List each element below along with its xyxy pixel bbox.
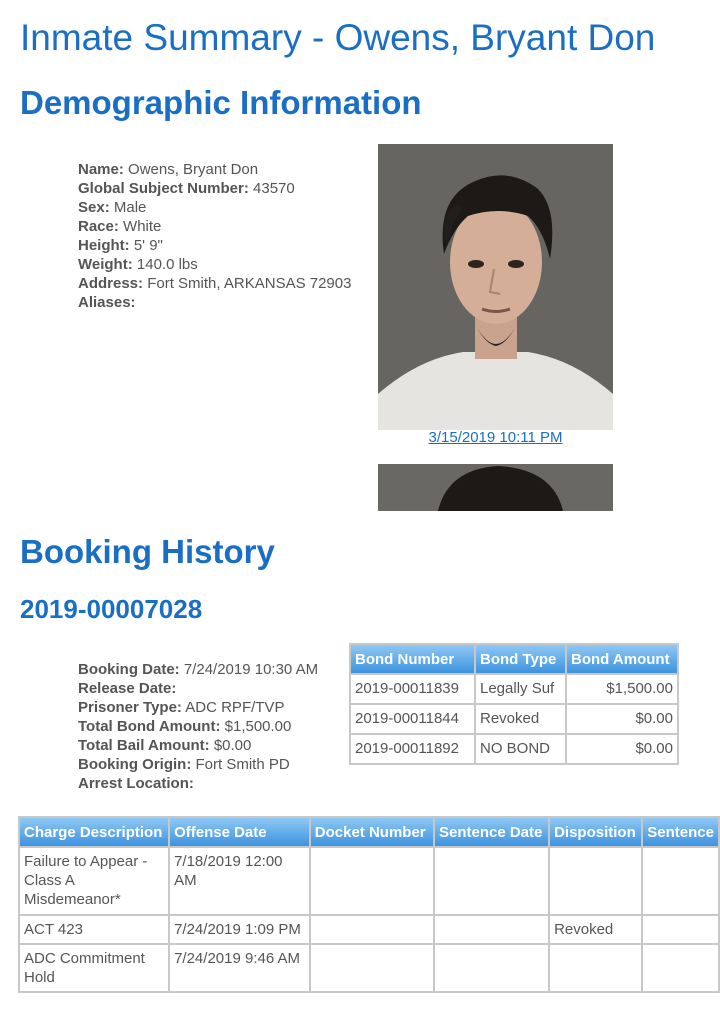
- sex-row: [78, 198, 351, 217]
- address-row: [78, 274, 351, 293]
- booking-date-label: Booking Date:: [78, 661, 180, 678]
- charge-description-header[interactable]: Charge Description: [20, 818, 168, 846]
- aliases-label: Aliases:: [78, 294, 136, 311]
- prisoner-type-row: [78, 698, 318, 717]
- charge-description-cell: Failure to Appear - Class A Misdemeanor*: [20, 848, 168, 914]
- docket-number-cell: [311, 848, 433, 914]
- booking-info: [78, 660, 318, 793]
- address-label: Address:: [78, 275, 144, 292]
- docket-number-cell: [311, 916, 433, 943]
- bond-type-cell: Legally Suf: [476, 675, 565, 703]
- address-value: Fort Smith, ARKANSAS 72903: [147, 275, 352, 292]
- weight-row: [78, 255, 351, 274]
- name-value: Owens, Bryant Don: [128, 161, 259, 178]
- bond-type-cell: NO BOND: [476, 735, 565, 763]
- disposition-cell: [550, 848, 641, 914]
- subject-number-label: Global Subject Number:: [78, 180, 249, 197]
- subject-number-value: 43570: [253, 180, 295, 197]
- bond-amount-cell: $0.00: [567, 735, 677, 763]
- race-value: White: [123, 218, 162, 235]
- offense-date-cell: 7/18/2019 12:00 AM: [170, 848, 309, 914]
- arrest-location-label: Arrest Location:: [78, 775, 194, 792]
- bond-number-cell: 2019-00011844: [351, 705, 474, 733]
- offense-date-header[interactable]: Offense Date: [170, 818, 309, 846]
- total-bond-value: $1,500.00: [224, 718, 292, 735]
- weight-value: 140.0 lbs: [136, 256, 198, 273]
- mugshot-image-secondary: [378, 464, 613, 511]
- bond-number-cell: 2019-00011892: [351, 735, 474, 763]
- table-row: [20, 945, 718, 991]
- bond-table: [349, 643, 679, 765]
- table-row: [351, 705, 677, 733]
- table-row: [20, 848, 718, 914]
- booking-date-value: 7/24/2019 10:30 AM: [183, 661, 319, 678]
- offense-date-cell: 7/24/2019 1:09 PM: [170, 916, 309, 943]
- mugshot-photo-secondary[interactable]: [378, 464, 613, 511]
- prisoner-type-label: Prisoner Type:: [78, 699, 182, 716]
- sex-value: Male: [113, 199, 147, 216]
- booking-origin-value: Fort Smith PD: [195, 756, 290, 773]
- sentence-header[interactable]: Sentence: [643, 818, 718, 846]
- docket-number-header[interactable]: Docket Number: [311, 818, 433, 846]
- bond-amount-cell: $1,500.00: [567, 675, 677, 703]
- booking-origin-row: [78, 755, 318, 774]
- release-date-row: [78, 679, 318, 698]
- bond-type-cell: Revoked: [476, 705, 565, 733]
- total-bond-label: Total Bond Amount:: [78, 718, 221, 735]
- bond-table-header: [351, 645, 677, 673]
- disposition-cell: [550, 945, 641, 991]
- name-label: Name:: [78, 161, 124, 178]
- height-value: 5' 9": [133, 237, 163, 254]
- booking-origin-label: Booking Origin:: [78, 756, 192, 773]
- booking-date-row: [78, 660, 318, 679]
- charge-description-cell: ACT 423: [20, 916, 168, 943]
- total-bail-label: Total Bail Amount:: [78, 737, 210, 754]
- aliases-row: [78, 293, 351, 312]
- sentence-cell: [643, 916, 718, 943]
- charge-description-cell: ADC Commitment Hold: [20, 945, 168, 991]
- page-title: Inmate Summary - Owens, Bryant Don: [20, 17, 656, 58]
- disposition-header[interactable]: Disposition: [550, 818, 641, 846]
- bond-number-cell: 2019-00011839: [351, 675, 474, 703]
- booking-number-heading: 2019-00007028: [20, 594, 203, 624]
- docket-number-cell: [311, 945, 433, 991]
- mugshot-image: [378, 144, 613, 430]
- disposition-cell: Revoked: [550, 916, 641, 943]
- photo-date-link[interactable]: 3/15/2019 10:11 PM: [428, 429, 563, 446]
- sex-label: Sex:: [78, 199, 110, 216]
- booking-history-heading: Booking History: [20, 533, 275, 570]
- race-label: Race:: [78, 218, 119, 235]
- mugshot-photo[interactable]: [378, 144, 613, 430]
- weight-label: Weight:: [78, 256, 133, 273]
- height-row: [78, 236, 351, 255]
- total-bail-value: $0.00: [213, 737, 252, 754]
- table-row: [351, 675, 677, 703]
- race-row: [78, 217, 351, 236]
- bond-amount-cell: $0.00: [567, 705, 677, 733]
- sentence-date-cell: [435, 848, 548, 914]
- prisoner-type-value: ADC RPF/TVP: [185, 699, 285, 716]
- bond-type-header[interactable]: Bond Type: [476, 645, 565, 673]
- charge-table-header: [20, 818, 718, 846]
- table-row: [20, 916, 718, 943]
- demographic-info: [78, 160, 351, 312]
- demographic-heading: Demographic Information: [20, 84, 422, 121]
- total-bail-row: [78, 736, 318, 755]
- bond-amount-header[interactable]: Bond Amount: [567, 645, 677, 673]
- sentence-date-cell: [435, 945, 548, 991]
- sentence-date-cell: [435, 916, 548, 943]
- sentence-date-header[interactable]: Sentence Date: [435, 818, 548, 846]
- charge-table: [18, 816, 720, 993]
- sentence-cell: [643, 945, 718, 991]
- total-bond-row: [78, 717, 318, 736]
- name-row: [78, 160, 351, 179]
- offense-date-cell: 7/24/2019 9:46 AM: [170, 945, 309, 991]
- arrest-location-row: [78, 774, 318, 793]
- sentence-cell: [643, 848, 718, 914]
- subject-number-row: [78, 179, 351, 198]
- bond-number-header[interactable]: Bond Number: [351, 645, 474, 673]
- release-date-label: Release Date:: [78, 680, 177, 697]
- height-label: Height:: [78, 237, 130, 254]
- table-row: [351, 735, 677, 763]
